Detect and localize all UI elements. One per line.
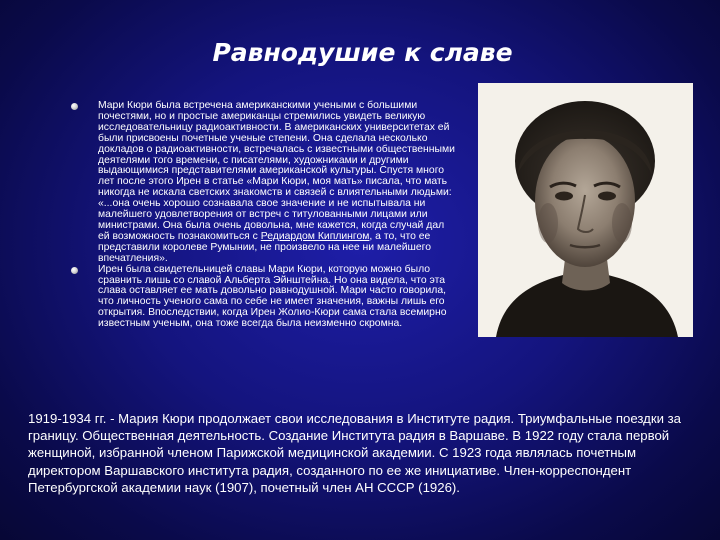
portrait-photo: [478, 83, 693, 337]
bullet-text: Мари Кюри была встречена американскими учеными с большими почестями, но и простые американцы стремились увидеть великую исследовательницу радиоактивности. В американских университетах ей были присвоены почетные ученые степени. Она сделала несколько докладов о радиоактивности, встречалась с известными общественными деятелями того времени, с писателями, художниками и другими выдающимися представителями американской культуры. Спустя много лет после этого Ирен в статье «Мари Кюри, моя мать» писала, что мать никогда не искала светских знакомств и связей с влиятельными людьми: «...она очень хорошо сознавала свое значение и не испытывала ни малейшего удовлетворения от встреч с титулованными лицами или министрами. Она была очень довольна, мне кажется, когда случай дал ей возможность познакомиться с: [98, 100, 455, 242]
bullet-list: [70, 101, 455, 330]
bullet-text: Ирен была свидетельницей славы Мари Кюри, которую можно было сравнить лишь со славой Альберта Эйнштейна. Но она видела, что эта слава оставляет ее мать довольно равнодушной. Мари часто говорила, что личность ученого сама по себе не имеет значения, важны лишь его открытия. Впоследствии, когда Ирен Жолио-Кюри сама стала всемирно известным ученым, она тоже всегда была неизменно скромна.: [98, 263, 447, 330]
kipling-link[interactable]: Редиардом Киплингом: [260, 230, 370, 242]
summary-text: 1919-1934 гг. - Мария Кюри продолжает свои исследования в Институте радия. Триумфальные поездки за границу. Общественная деятельность. Создание Института радия в Варшаве. В 1922 году стала первой женщиной, избранной членом Парижской медицинской академии. С 1923 года являлась почетным директором Варшавского института радия, созданного по ее же инициативе. Член-корреспондент Петербургской академии наук (1907), почетный член АН СССР (1926).: [28, 411, 682, 495]
bullet-dot-icon: [71, 267, 78, 274]
bullet-item: [70, 101, 455, 265]
bullet-text-continued: , а то, что ее представили королеве Румынии, не произвело на нее ни малейшего впечатления».: [98, 230, 432, 264]
bullet-item: [70, 265, 455, 330]
slide-title: Равнодушие к славе: [212, 38, 513, 67]
bullet-dot-icon: [71, 103, 78, 110]
portrait-image: [478, 83, 693, 337]
